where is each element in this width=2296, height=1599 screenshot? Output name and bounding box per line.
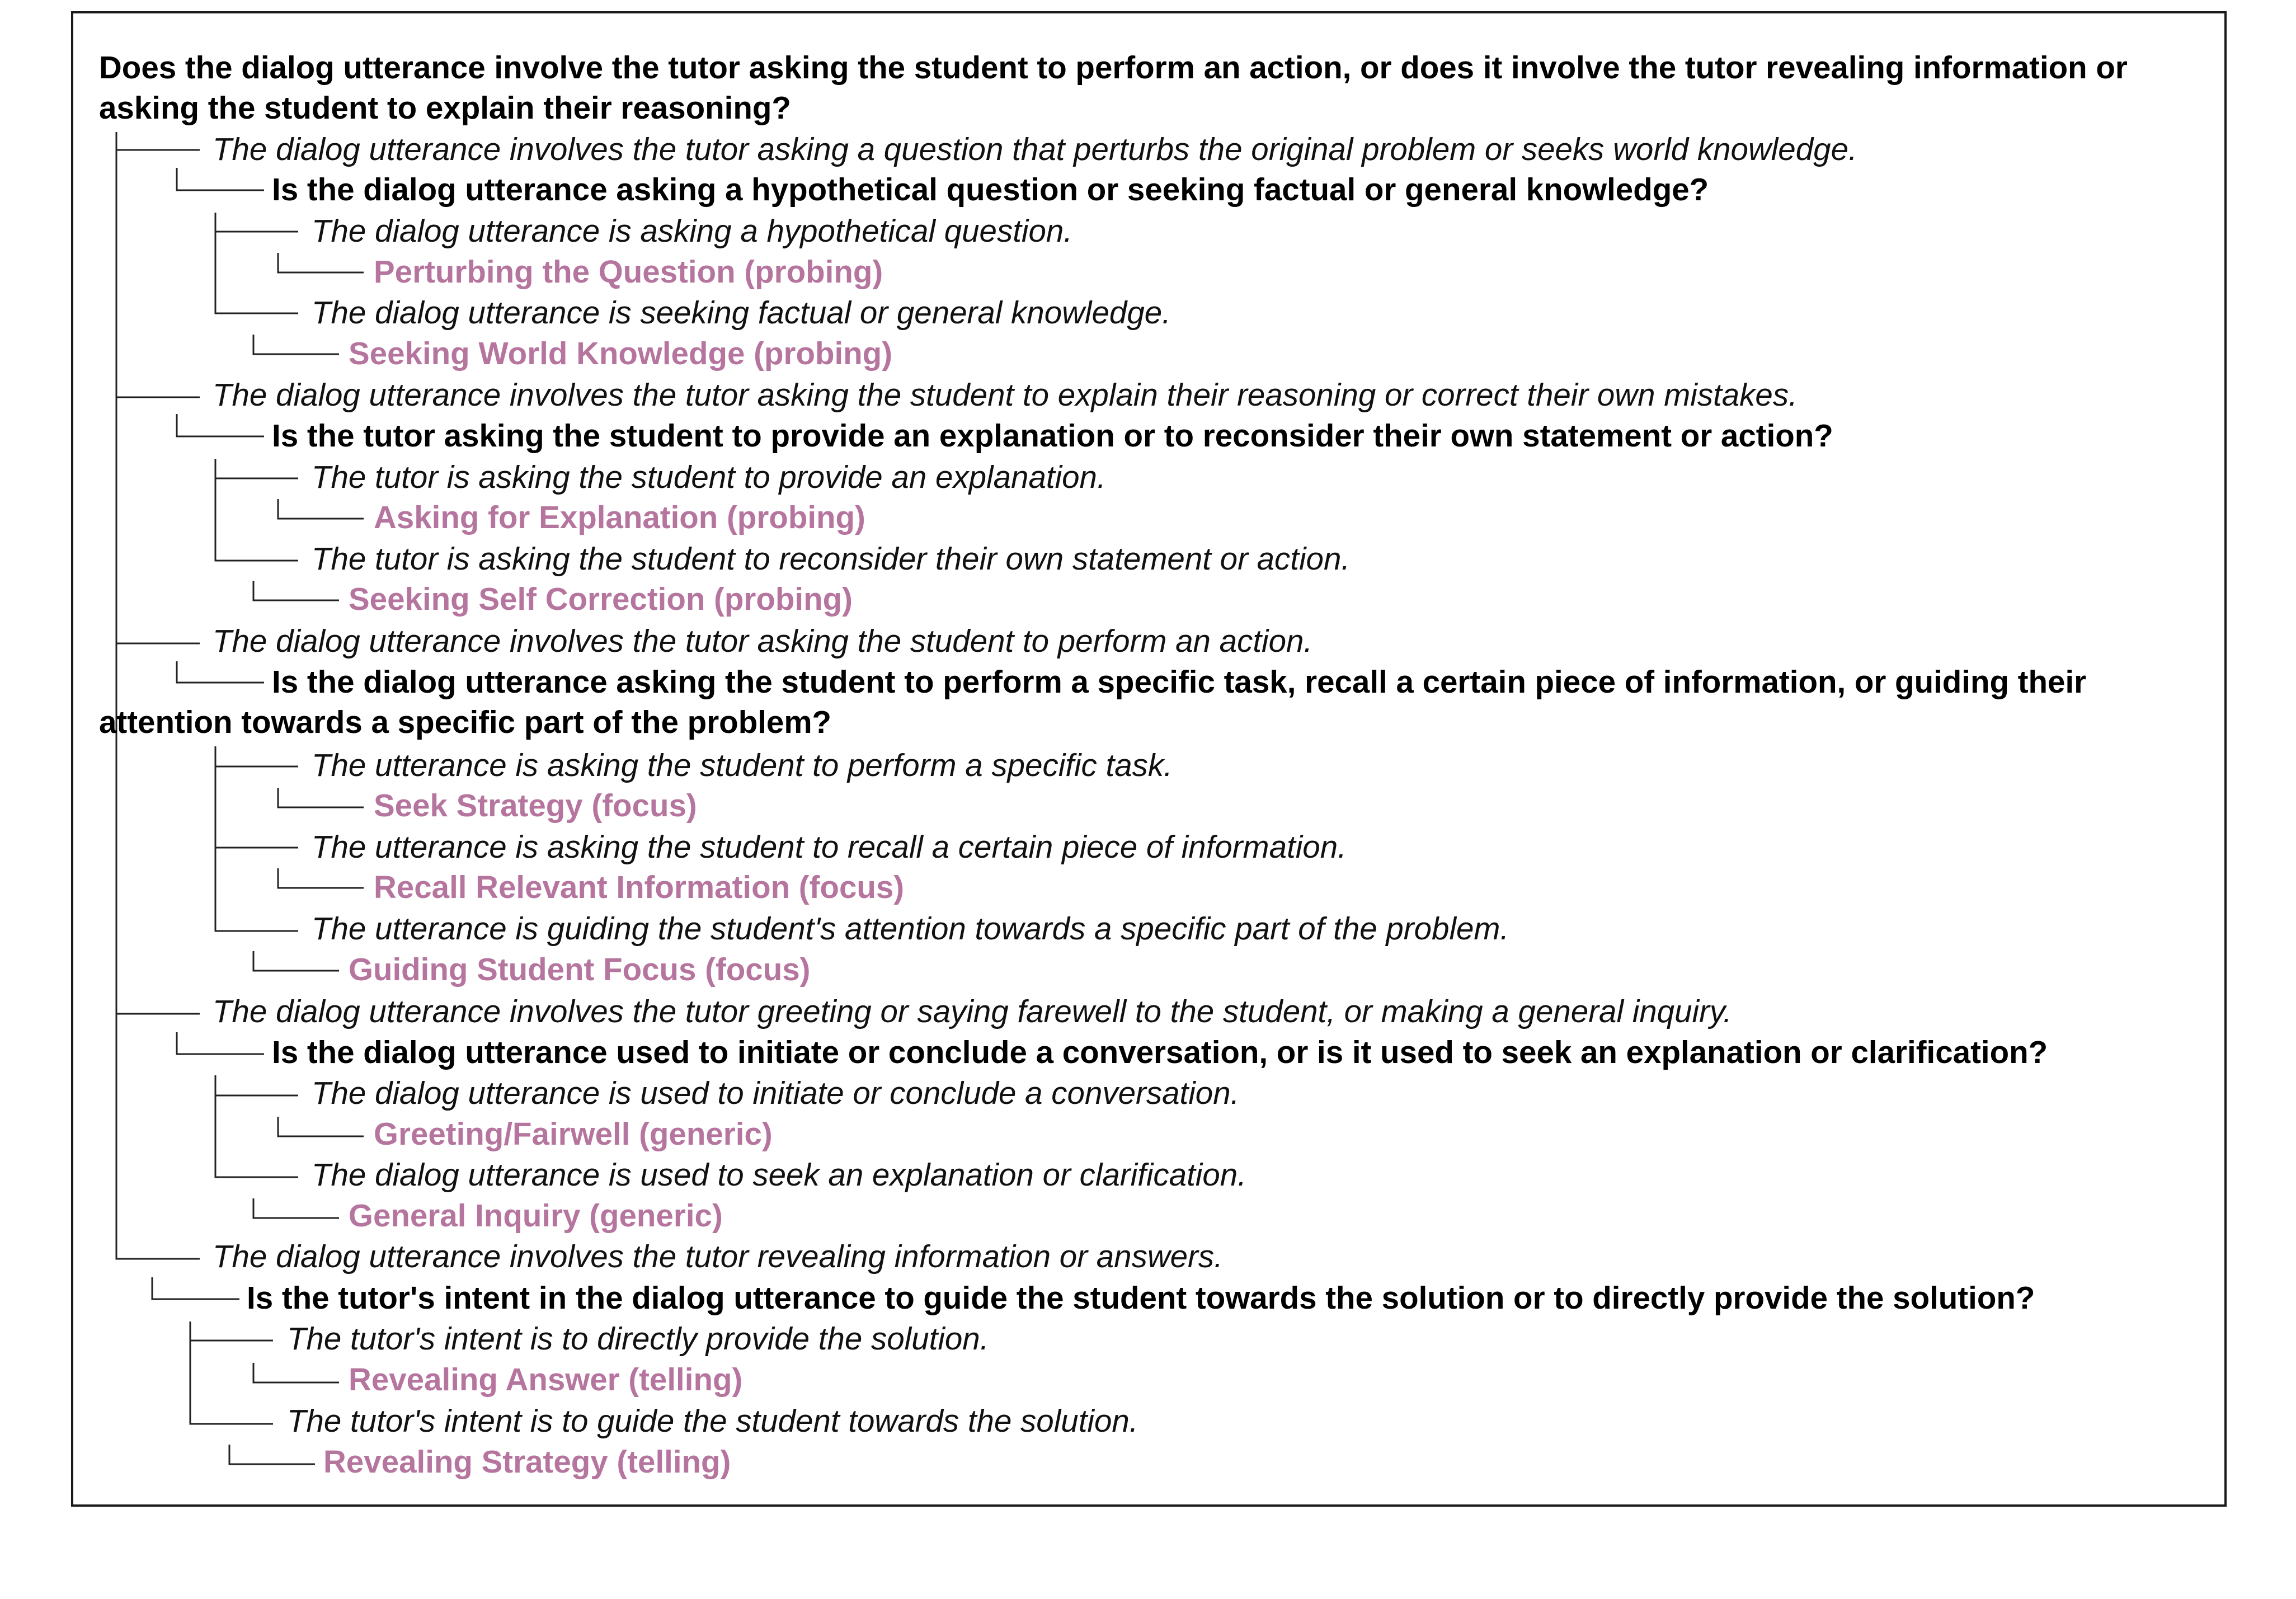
root-question: Does the dialog utterance involve the tutor asking the student to perform an action, or does it involve the tutor revealing information or asking the student to explain their reasoning? [99,50,2128,125]
leaf-revealing-strategy: Revealing Strategy (telling) [323,1444,731,1479]
branch-5-answer: The dialog utterance involves the tutor revealing information or answers. [213,1239,1223,1274]
leaf-perturbing-the-question: Perturbing the Question (probing) [374,254,883,289]
branch-1-answer: The dialog utterance involves the tutor asking a question that perturbs the original problem or seeks world knowledge. [213,131,1857,167]
leaf-seeking-self-correction: Seeking Self Correction (probing) [349,581,853,617]
leaf-recall-relevant-information: Recall Relevant Information (focus) [374,869,905,905]
branch-2-answer: The dialog utterance involves the tutor asking the student to explain their reasoning or correct their own mistakes. [213,377,1798,412]
branch-5-question: Is the tutor's intent in the dialog utterance to guide the student towards the solution or to directly provide the solution? [247,1280,2035,1315]
branch-5-option-1-answer: The tutor's intent is to directly provide the solution. [287,1321,989,1356]
branch-2-question: Is the tutor asking the student to provide an explanation or to reconsider their own statement or action? [272,418,1833,453]
branch-1-question: Is the dialog utterance asking a hypothetical question or seeking factual or general knowledge? [272,172,1709,207]
leaf-seek-strategy: Seek Strategy (focus) [374,788,697,823]
branch-5-option-2-answer: The tutor's intent is to guide the student towards the solution. [287,1403,1138,1438]
leaf-asking-for-explanation: Asking for Explanation (probing) [374,500,865,535]
branch-4-option-2-answer: The dialog utterance is used to seek an explanation or clarification. [312,1157,1246,1192]
branch-4-question: Is the dialog utterance used to initiate or conclude a conversation, or is it used to seek an explanation or clarification? [272,1034,2048,1070]
branch-1-option-2-answer: The dialog utterance is seeking factual or general knowledge. [312,295,1171,330]
branch-1-option-1-answer: The dialog utterance is asking a hypothetical question. [312,213,1073,248]
leaf-seeking-world-knowledge: Seeking World Knowledge (probing) [349,336,893,371]
leaf-general-inquiry: General Inquiry (generic) [349,1198,723,1233]
leaf-revealing-answer: Revealing Answer (telling) [349,1362,743,1397]
leaf-greeting-fairwell: Greeting/Fairwell (generic) [374,1116,773,1151]
branch-3-option-3-answer: The utterance is guiding the student's attention towards a specific part of the problem. [312,911,1509,946]
branch-3-option-2-answer: The utterance is asking the student to recall a certain piece of information. [312,829,1347,864]
branch-3-question: Is the dialog utterance asking the student to perform a specific task, recall a certain piece of information, or guiding their attention towards a specific part of the problem? [99,664,2087,740]
branch-4-option-1-answer: The dialog utterance is used to initiate or conclude a conversation. [312,1075,1240,1111]
branch-4-answer: The dialog utterance involves the tutor greeting or saying farewell to the student, or making a general inquiry. [213,994,1732,1029]
leaf-guiding-student-focus: Guiding Student Focus (focus) [349,952,811,987]
branch-2-option-2-answer: The tutor is asking the student to reconsider their own statement or action. [312,541,1351,576]
branch-3-answer: The dialog utterance involves the tutor asking the student to perform an action. [213,623,1313,659]
branch-3-option-1-answer: The utterance is asking the student to perform a specific task. [312,747,1173,783]
branch-2-option-1-answer: The tutor is asking the student to provide an explanation. [312,459,1106,495]
